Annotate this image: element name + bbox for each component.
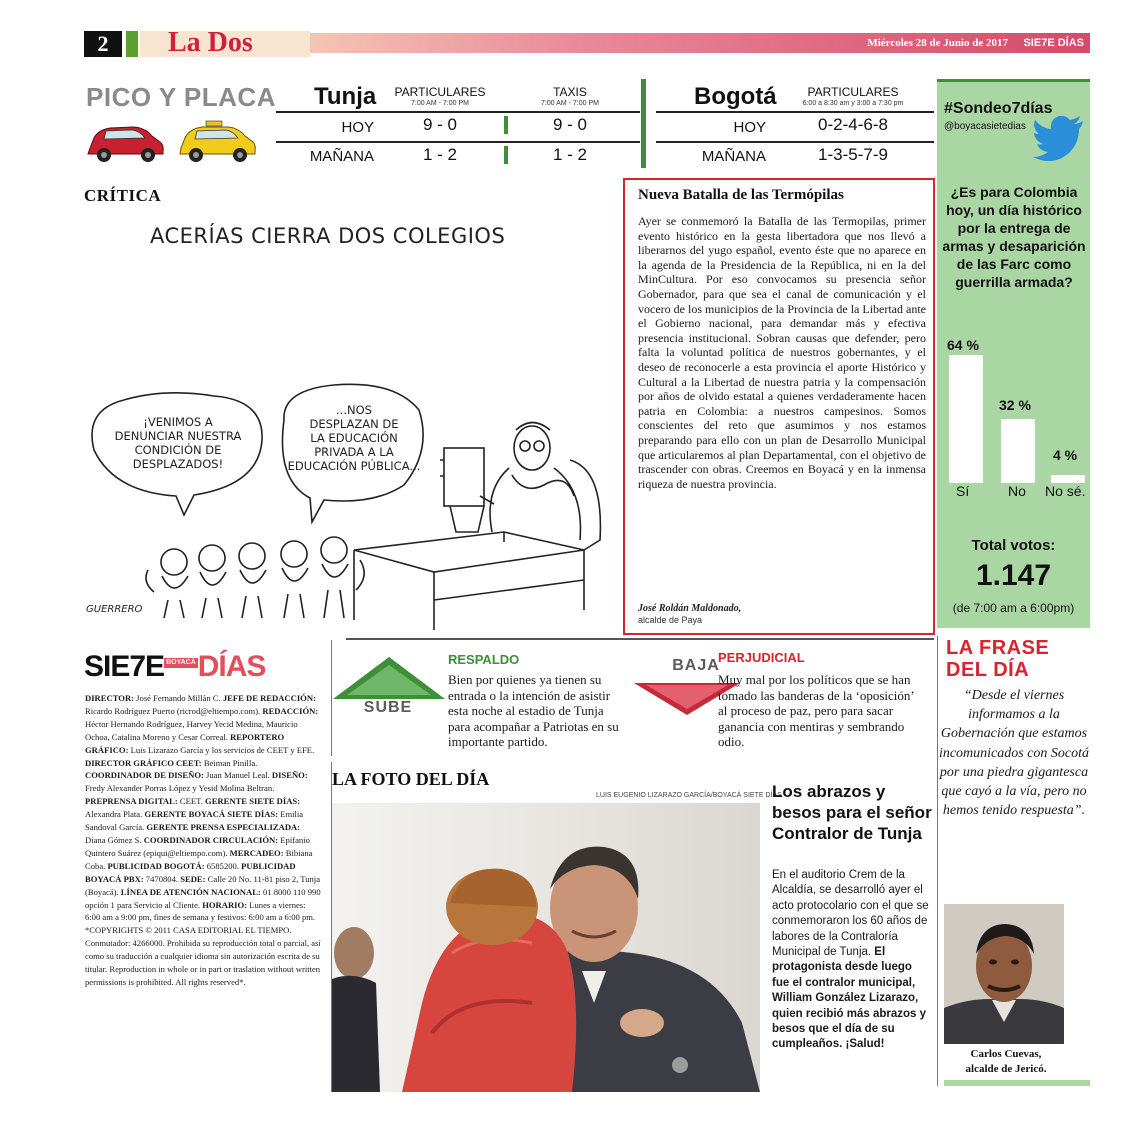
poll-hours: (de 7:00 am a 6:00pm) <box>952 601 1075 615</box>
letter-body: Ayer se conmemoró la Batalla de las Termopilas, primer evento histórico en la gesta libertadora que nos llevó a liberarnos del yugo español, evento éste que no aparece en la agenda de la Presidencia de la República, ni en la del MinCultura. Por eso convocamos su presencia señor Gobernador, para que sea el canal de comunicación y el vocero de los municipios de la Provincia de la Libertad ante el Gobierno nacional, para demandar más y efectiva presencia institucional. Sobran causas que defender, pero falta la voluntad política de nuestros gobernantes, y el deseo de reconocerle a esta provincia el aporte Histórico y Cultural a la Libertad de nuestra patria y la compensación por años de olvido estatal a quienes verdaderamente hacen patria en Colombia: a nuestros campesinos. Somos conscientes del reto que asumimos y nos estamos preparando para ello con un plan de Desarrollo Municipal que articularemos al plan Departamental, con el objetivo de trascender con obras. Creemos en Boyacá y en la inmensa riqueza de nuestra provincia. <box>638 214 926 491</box>
pyp-col-hours: 7:00 AM - 7:00 PM <box>541 100 599 107</box>
twitter-bird-icon <box>1033 115 1085 161</box>
pyp-divider <box>656 141 934 143</box>
pyp-value: 1 - 2 <box>552 145 588 164</box>
story-text-bold: El protagonista desde luego fue el contralor municipal, William González Lizarazo, quien recibió más abrazos y besos que el día de su cumpleaños. ¡Salud! <box>772 946 927 1051</box>
poll-total-votes: 1.147 <box>975 559 1052 592</box>
respaldo-text: Bien por quienes ya tienen su entrada o la intención de asistir esta noche al estadio de Tunja para acompañar a Patriotas en su importante partido. <box>448 672 619 749</box>
staff-role: REPORTERO GRÁFICO: <box>85 731 285 755</box>
pyp-col-hours: 6:00 a 8:30 am y 3:00 a 7:30 pm <box>802 100 904 107</box>
staff-role: COORDINADOR CIRCULACIÓN: <box>143 834 279 845</box>
letter-title: Nueva Batalla de las Termópilas <box>638 187 844 203</box>
staff-role: MERCADEO: <box>229 847 284 858</box>
pyp-value: 9 - 0 <box>422 115 458 134</box>
pyp-divider <box>656 111 934 113</box>
pyp-col-label: PARTICULARES <box>807 85 899 99</box>
pyp-row-label: HOY <box>341 119 374 136</box>
pyp-tunja-taxis-header <box>520 85 620 108</box>
pyp-row-label: MAÑANA <box>309 148 374 165</box>
header-bar <box>310 33 1090 53</box>
bubble-left-line: ¡VENIMOS A <box>143 415 213 429</box>
staff-name: 6585200. <box>204 860 242 871</box>
pyp-row-label: MAÑANA <box>701 148 766 165</box>
bubble-left-line: CONDICIÓN DE <box>134 443 222 457</box>
header-date: Miércoles 28 de Junio de 2017 <box>867 37 1008 49</box>
staff-name: 7470804. <box>143 873 181 884</box>
sube-label: SUBE <box>363 699 413 716</box>
staff-role: PUBLICIDAD BOYACÁ PBX: <box>85 860 296 884</box>
pyp-green-marker <box>504 146 508 164</box>
poll-sidebar <box>937 79 1090 628</box>
poll-pct-si: 64 % <box>947 337 979 353</box>
poll-bar-si <box>949 355 983 483</box>
staff-role: LÍNEA DE ATENCIÓN NACIONAL: <box>120 886 261 897</box>
staff-name: Emilia Sandoval García. <box>85 809 304 833</box>
pyp-value: 9 - 0 <box>552 115 588 134</box>
staff-name: Calle 20 No. 11-81 piso 2, Tunja (Boyacá). <box>85 873 321 897</box>
sube-baja-top-rule <box>346 638 934 640</box>
bubble-right-line: DESPLAZAN DE <box>309 417 399 431</box>
frase-caption-role: alcalde de Jericó. <box>965 1063 1047 1075</box>
story-text-regular: En el auditorio Crem de la Alcaldía, se desarrolló ayer el acto protocolario con el que se conmemoraron los 60 años de labores de la Contraloría Municipal de Tunja. <box>772 869 929 959</box>
foto-heading: LA FOTO DEL DÍA <box>332 769 490 789</box>
header-brand: SIE7E DÍAS <box>1023 37 1084 49</box>
critica-heading: CRÍTICA <box>84 186 162 205</box>
pico-placa-title: PICO Y PLACA <box>86 82 276 112</box>
staff-role: DIRECTOR GRÁFICO CEET: <box>85 757 202 768</box>
respaldo-heading: RESPALDO <box>448 652 520 667</box>
pyp-value: 1 - 2 <box>422 145 458 164</box>
staff-name: Alexandra Plata. <box>85 809 145 820</box>
cartoon-children <box>146 537 364 618</box>
bubble-right-line: EDUCACIÓN PÚBLICA... <box>287 459 421 473</box>
poll-pct-nose: 4 % <box>1053 447 1078 463</box>
frase-heading-line-2: DEL DÍA <box>946 659 1030 681</box>
staff-name: Bibiana Coba. <box>85 847 313 871</box>
poll-label-si: Sí <box>956 483 970 499</box>
staff-role: PREPRENSA DIGITAL: <box>85 796 178 807</box>
pyp-value: 1-3-5-7-9 <box>818 145 888 164</box>
staff-role: DIRECTOR: <box>85 693 135 703</box>
staff-name: Luis Lizarazo García y los servicios de CEET y EFE. <box>128 744 315 755</box>
pyp-green-separator <box>641 79 646 168</box>
frase-bottom-bar <box>944 1080 1090 1086</box>
pyp-green-marker <box>504 116 508 134</box>
bubble-right-line: ...NOS <box>336 403 372 417</box>
pyp-city-tunja: Tunja <box>314 83 377 110</box>
frase-quote: “Desde el viernes informamos a la Gobernación que estamos incomunicados con Socotá por una piedra gigantesca que cayó a la vía, pero no hemos tenido respuesta”. <box>938 688 1090 819</box>
perjudicial-heading: PERJUDICIAL <box>718 650 805 665</box>
staff-name: 01 8000 110 990 opción 1 para Servicio al Cliente. <box>85 886 321 910</box>
red-car-icon <box>84 118 166 164</box>
pyp-city-bogota: Bogotá <box>694 83 777 110</box>
pyp-row-label: HOY <box>733 119 766 136</box>
staff-role: HORARIO: <box>202 899 248 910</box>
staff-name: Epifanio Quintero Suárez (epiqui@eltiempo.com). <box>85 834 310 858</box>
perjudicial-text: Muy mal por los políticos que se han tomado las banderas de la ‘oposición’ al proceso de paz, pero para sacar ganancia con mentiras y sembrando odio. <box>718 672 914 749</box>
photo-of-the-day <box>332 803 760 1092</box>
staff-role: JEFE DE REDACCIÓN: <box>222 693 316 703</box>
staff-name: Lunes a viernes: 6:00 am a 9:00 pm, fines de semana y festivos: 6:00 am a 6:00 pm. *COPYRIGHTS © 2011 CASA EDITORIAL EL TIEMPO. Conmutador: 4266000. Prohibida su reproducción total o parcial, así como su traducción a cualquier idioma sin autorización escrita de su titular. Reproduction in whole or in part or traslation without written permissions is prohibited. All rights reserved*. <box>85 899 321 987</box>
staff-role: DISEÑO: <box>271 770 308 781</box>
poll-bar-no <box>1001 419 1035 483</box>
poll-pct-no: 32 % <box>999 397 1031 413</box>
staff-name: José Fernando Millán C. <box>134 693 223 703</box>
staff-name: CEET. <box>177 796 206 807</box>
staff-name: Ricardo Rodríguez Puerto (ricrod@eltiempo.com). <box>85 705 263 716</box>
pyp-bogota-particulares-header <box>776 85 930 108</box>
pyp-divider <box>276 111 640 113</box>
bubble-right-line: PRIVADA A LA <box>314 445 394 459</box>
frase-caption-name: Carlos Cuevas, <box>970 1048 1042 1060</box>
staff-role: PUBLICIDAD BOGOTÁ: <box>107 860 205 871</box>
staff-role: GERENTE SIETE DÍAS: <box>205 796 301 807</box>
poll-question: ¿Es para Colombia hoy, un día histórico por la entrega de armas y desaparición de las Farc como guerrilla armada? <box>942 184 1086 290</box>
staff-credits <box>85 692 321 989</box>
pyp-col-hours: 7:00 AM - 7:00 PM <box>411 100 469 107</box>
section-title: La Dos <box>168 27 253 58</box>
story-title: Los abrazos y besos para el señor Contralor de Tunja <box>772 782 932 843</box>
staff-role: COORDINADOR DE DISEÑO: <box>85 770 204 781</box>
bubble-right-line: LA EDUCACIÓN <box>310 431 398 445</box>
poll-handle: @boyacasietedias <box>944 121 1026 132</box>
pyp-col-label: TAXIS <box>553 85 587 99</box>
frase-portrait <box>944 904 1064 1044</box>
poll-bar-nose <box>1051 475 1085 483</box>
bubble-left-line: DESPLAZADOS! <box>132 457 224 471</box>
poll-label-nose: No sé. <box>1045 483 1086 499</box>
cartoonist-signature: GUERRERO <box>86 604 143 615</box>
yellow-taxi-icon <box>176 118 258 164</box>
staff-role: GERENTE BOYACÁ SIETE DÍAS: <box>144 809 279 820</box>
poll-hashtag: #Sondeo7días <box>944 100 1053 117</box>
bubble-left-line: DENUNCIAR NUESTRA <box>114 429 242 443</box>
story-text <box>772 868 930 1053</box>
staff-name: Diana Gómez S. <box>85 834 144 845</box>
header-green-bar <box>126 31 138 57</box>
baja-label: BAJA <box>672 657 720 674</box>
staff-role: GERENTE PRENSA ESPECIALIZADA: <box>146 822 301 833</box>
poll-label-no: No <box>1008 483 1026 499</box>
frase-heading-line-1: LA FRASE <box>946 637 1050 659</box>
poll-top-line <box>937 79 1090 82</box>
staff-name: Beiman Pinilla. <box>201 757 258 768</box>
photo-credit: LUIS EUGENIO LIZARAZO GARCÍA/BOYACÁ SIETE DÍAS <box>596 792 782 799</box>
letter-author-role: alcalde de Paya <box>638 615 703 625</box>
cartoon-title: ACERÍAS CIERRA DOS COLEGIOS <box>150 224 506 248</box>
pyp-tunja-particulares-header <box>388 85 492 108</box>
sube-arrow-icon <box>331 655 447 701</box>
pyp-divider <box>276 141 640 143</box>
column-rule <box>331 640 332 756</box>
staff-name: Juan Manuel Leal. <box>203 770 272 781</box>
logo-part-a: SIE7E <box>84 650 165 683</box>
logo-tag: BOYACÁ <box>166 659 196 666</box>
pyp-value: 0-2-4-6-8 <box>818 115 888 134</box>
staff-role: REDACCIÓN: <box>262 705 319 716</box>
staff-name: Fredy Alexander Porras López y Yesid Molina Beltran. <box>85 783 275 794</box>
siete-dias-logo <box>84 650 265 684</box>
letter-author: José Roldán Maldonado, <box>638 603 742 614</box>
staff-role: SEDE: <box>180 873 206 884</box>
page-number: 2 <box>84 31 122 57</box>
logo-part-b: DÍAS <box>197 650 266 683</box>
staff-name: Héctor Hernando Rodríguez, Harvey Yecid Medina, Mauricio Ochoa, Catalina Moreno y Cesar Correal. <box>85 718 298 742</box>
poll-total-label: Total votos: <box>971 537 1056 554</box>
pyp-col-label: PARTICULARES <box>394 85 486 99</box>
letter-box <box>623 178 935 635</box>
political-cartoon <box>84 300 614 630</box>
